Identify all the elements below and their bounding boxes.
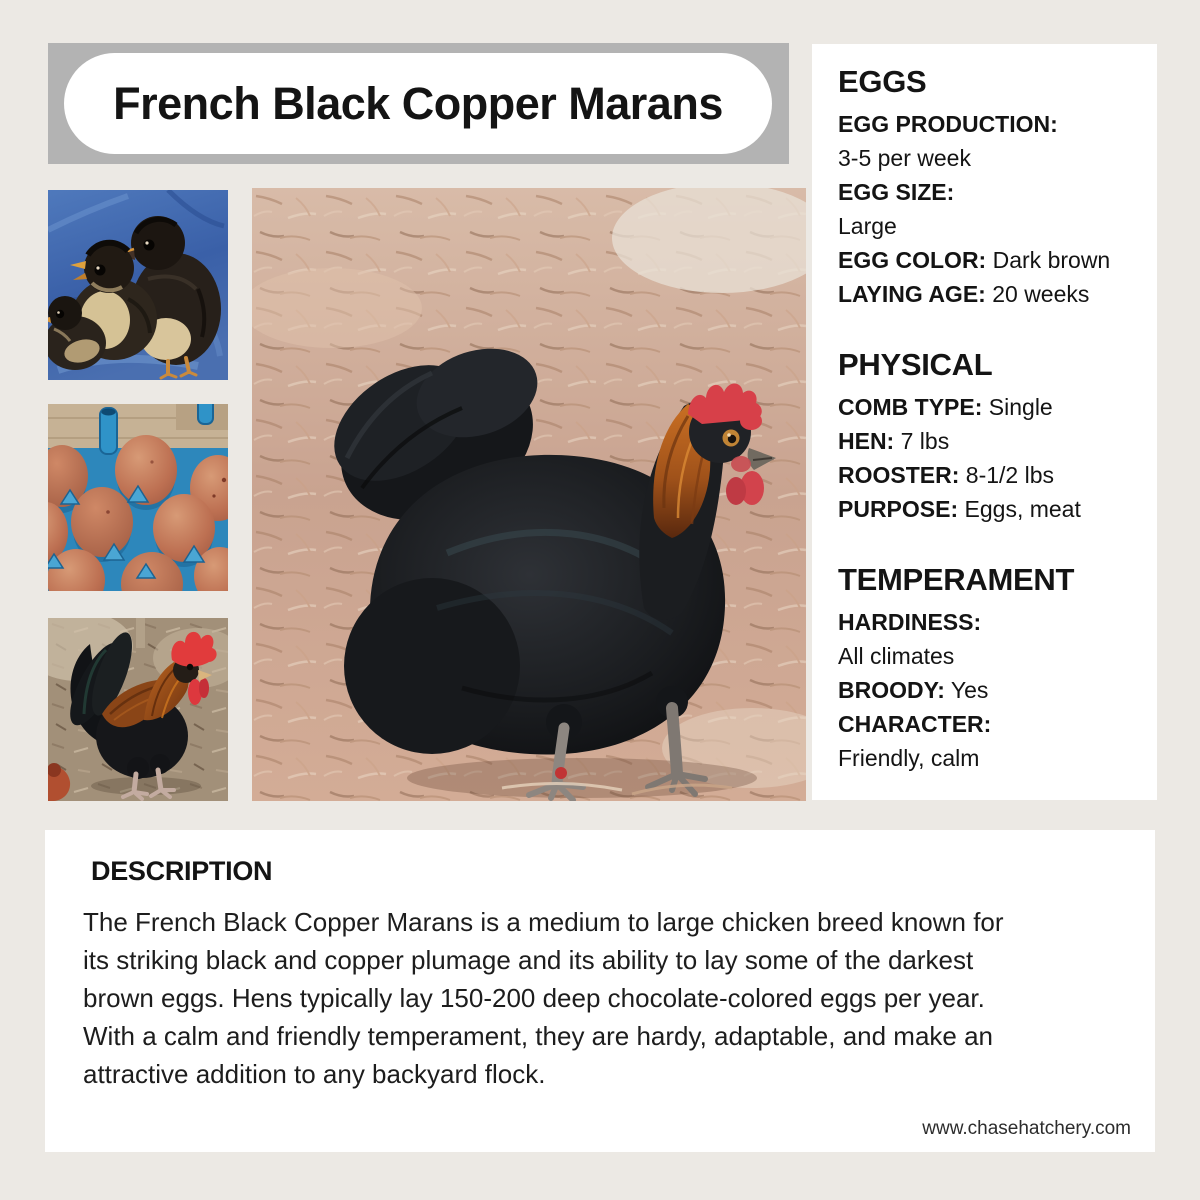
- spec-value: Large: [838, 213, 897, 239]
- section-eggs: [838, 64, 1133, 311]
- spec-row: [838, 390, 1133, 424]
- eggs-photo: [48, 404, 228, 591]
- section-physical: [838, 347, 1133, 526]
- spec-label: EGG SIZE:: [838, 179, 955, 205]
- spec-label: LAYING AGE:: [838, 281, 986, 307]
- description-line: brown eggs. Hens typically lay 150-200 deep chocolate-colored eggs per year.: [83, 983, 985, 1013]
- spec-label: EGG COLOR:: [838, 247, 987, 273]
- description-title: DESCRIPTION: [91, 856, 273, 886]
- spec-value: Friendly, calm: [838, 745, 980, 771]
- eggs-illustration: [48, 404, 228, 591]
- spec-value: 3-5 per week: [838, 145, 971, 171]
- spec-value: All climates: [838, 643, 955, 669]
- description-line: The French Black Copper Marans is a medium to large chicken breed known for: [83, 907, 1004, 937]
- spec-label: HEN:: [838, 428, 895, 454]
- spec-row: [838, 243, 1133, 277]
- chicks-illustration: [48, 190, 228, 380]
- spec-row: [838, 107, 1133, 175]
- spec-row: [838, 175, 1133, 243]
- spec-value: 20 weeks: [992, 281, 1090, 307]
- spec-label: BROODY:: [838, 677, 945, 703]
- spec-row: [838, 277, 1133, 311]
- spec-row: [838, 673, 1133, 707]
- section-title: EGGS: [838, 64, 927, 99]
- title-pill: [64, 53, 772, 154]
- spec-value: 7 lbs: [900, 428, 950, 454]
- spec-value: Dark brown: [992, 247, 1111, 273]
- section-temperament: [838, 562, 1133, 775]
- spec-value: 8-1/2 lbs: [965, 462, 1054, 488]
- section-title: PHYSICAL: [838, 347, 993, 382]
- website-url: www.chasehatchery.com: [922, 1118, 1131, 1139]
- spec-label: ROOSTER:: [838, 462, 960, 488]
- hen-illustration: [252, 188, 806, 801]
- description-line: attractive addition to any backyard flock.: [83, 1059, 546, 1089]
- description-line: With a calm and friendly temperament, they are hardy, adaptable, and make an: [83, 1021, 994, 1051]
- spec-row: [838, 605, 1133, 673]
- spec-label: EGG PRODUCTION:: [838, 111, 1058, 137]
- breed-title: French Black Copper Marans: [113, 77, 723, 129]
- spec-label: HARDINESS:: [838, 609, 982, 635]
- title-banner: [48, 43, 789, 164]
- spec-value: Single: [988, 394, 1053, 420]
- hen-photo: [252, 188, 806, 801]
- section-title: TEMPERAMENT: [838, 562, 1075, 597]
- spec-label: PURPOSE:: [838, 496, 959, 522]
- spec-value: Yes: [950, 677, 989, 703]
- rooster-illustration: [48, 618, 228, 801]
- spec-row: [838, 458, 1133, 492]
- stats-panel: [812, 44, 1157, 800]
- description-panel: [45, 830, 1155, 1152]
- spec-row: [838, 707, 1133, 775]
- spec-row: [838, 492, 1133, 526]
- rooster-photo: [48, 618, 228, 801]
- spec-label: CHARACTER:: [838, 711, 992, 737]
- spec-value: Eggs, meat: [964, 496, 1081, 522]
- chicks-photo: [48, 190, 228, 380]
- spec-row: [838, 424, 1133, 458]
- description-line: its striking black and copper plumage and its ability to lay some of the darkest: [83, 945, 974, 975]
- spec-label: COMB TYPE:: [838, 394, 983, 420]
